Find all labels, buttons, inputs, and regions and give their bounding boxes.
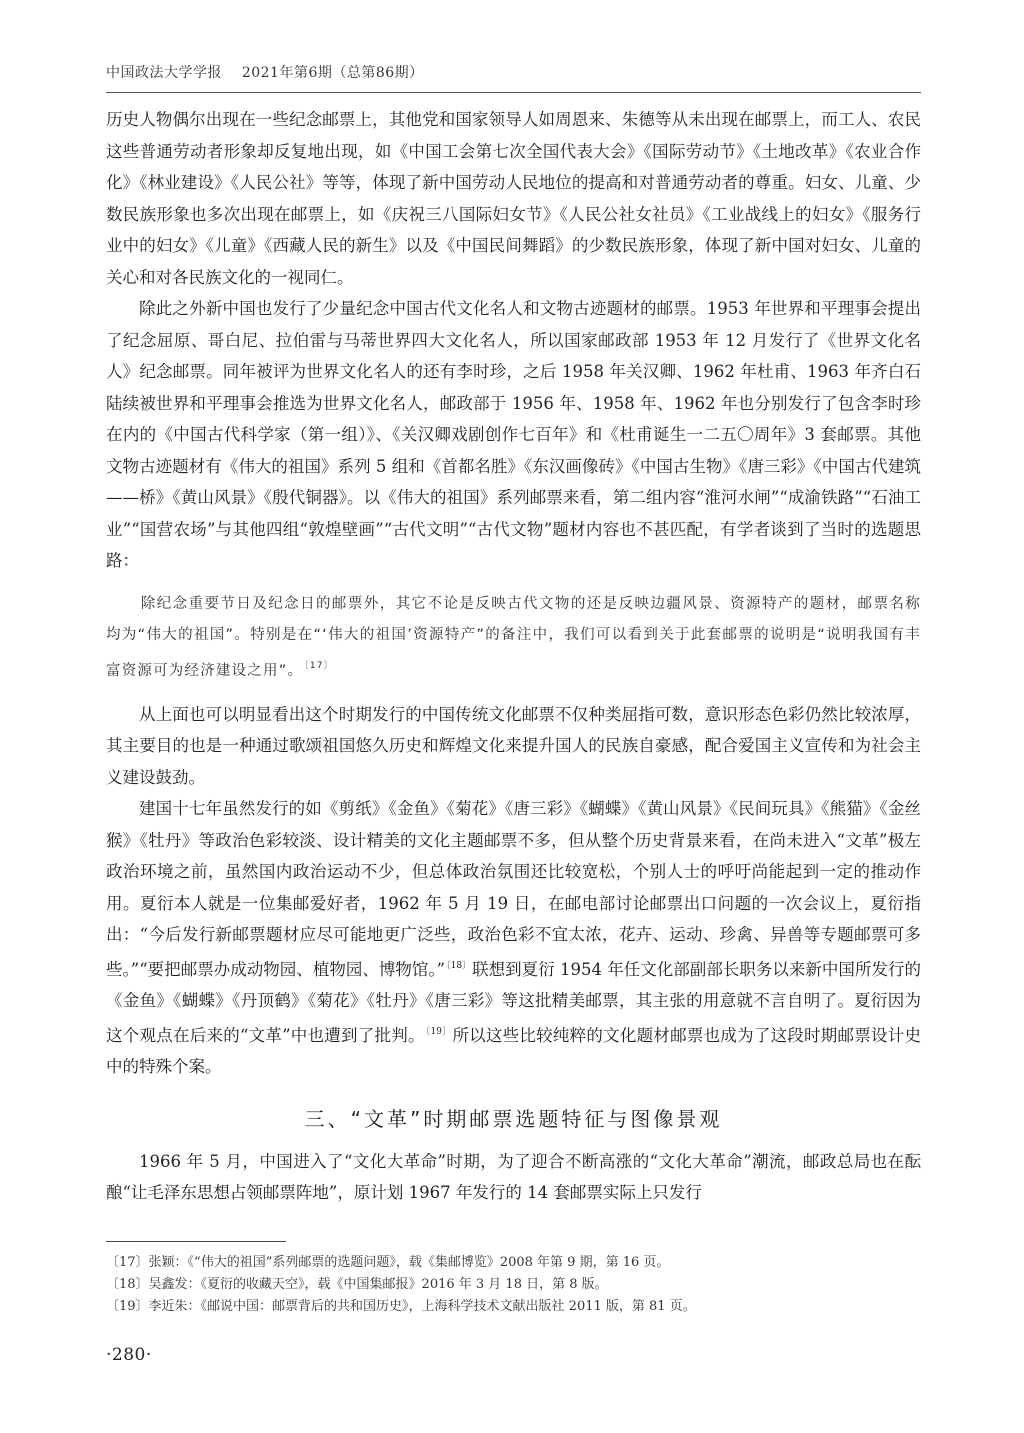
- paragraph-4-part-c: 所以这些比较纯粹的文化题材邮票也成为了这段时期邮票设计史中的特殊个案。: [106, 1025, 922, 1076]
- citation-19: 〔19〕: [425, 1026, 452, 1037]
- block-quote: [106, 589, 921, 687]
- issue-info: 2021年第6期（总第86期）: [241, 65, 424, 81]
- running-header: [106, 62, 921, 93]
- page-number: ·280·: [106, 1345, 152, 1365]
- footnote-18: 〔18〕吴鑫发：《夏衍的收藏天空》，载《中国集邮报》2016 年 3 月 18 日，第 8 版。: [106, 1277, 608, 1292]
- paragraph-4: [106, 793, 921, 1083]
- section-heading: 三、“文革”时期邮票选题特征与图像景观: [304, 1106, 723, 1131]
- block-quote-text: 除纪念重要节日及纪念日的邮票外，其它不论是反映古代文物的还是反映边疆风景、资源特产的题材，邮票名称均为“伟大的祖国”。特别是在“‘伟大的祖国’资源特产”的备注中，我们可以看到关于此套邮票的说明是“说明我国有丰富资源可为经济建设之用”。: [106, 595, 921, 679]
- article-body: [106, 104, 921, 1209]
- paragraph-1: 历史人物偶尔出现在一些纪念邮票上，其他党和国家领导人如周恩来、朱德等从未出现在邮票上，而工人、农民这些普通劳动者形象却反复地出现，如《中国工会第七次全国代表大会》《国际劳动节》《土地改革》《农业合作化》《林业建设》《人民公社》等等，体现了新中国劳动人民地位的提高和对普通劳动者的尊重。妇女、儿童、少数民族形象也多次出现在邮票上，如《庆祝三八国际妇女节》《人民公社女社员》《工业战线上的妇女》《服务行业中的妇女》《儿童》《西藏人民的新生》以及《中国民间舞蹈》的少数民族形象，体现了新中国对妇女、儿童的关心和对各民族文化的一视同仁。: [106, 110, 921, 287]
- paragraph-2: 除此之外新中国也发行了少量纪念中国古代文化名人和文物古迹题材的邮票。1953 年世界和平理事会提出了纪念屈原、哥白尼、拉伯雷与马蒂世界四大文化名人，所以国家邮政部 1953 年 12 月发行了《世界文化名人》纪念邮票。同年被评为世界文化名人的还有李时珍，之后 1958 年关汉卿、1962 年杜甫、1963 年齐白石陆续被世界和平理事会推选为世界文化名人，邮政部于 1956 年、1958 年、1962 年也分别发行了包含李时珍在内的《中国古代科学家（第一组）》、《关汉卿戏剧创作七百年》和《杜甫诞生一二五〇周年》3 套邮票。其他文物古迹题材有《伟大的祖国》系列 5 组和《首都名胜》《东汉画像砖》《中国古生物》《唐三彩》《中国古代建筑——桥》《黄山风景》《殷代铜器》。以《伟大的祖国》系列邮票来看，第二组内容“淮河水闸”“成渝铁路”“石油工业”“国营农场”与其他四组“敦煌壁画”“古代文明”“古代文物”题材内容也不甚匹配，有学者谈到了当时的选题思路：: [106, 299, 921, 570]
- citation-18: 〔18〕: [446, 960, 472, 971]
- paragraph-3: 从上面也可以明显看出这个时期发行的中国传统文化邮票不仅种类屈指可数，意识形态色彩仍然比较浓厚，其主要目的也是一种通过歌颂祖国悠久历史和辉煌文化来提升国人的民族自豪感，配合爱国主义宣传和为社会主义建设鼓劲。: [106, 704, 921, 787]
- paragraph-4-part-a: 建国十七年虽然发行的如《剪纸》《金鱼》《菊花》《唐三彩》《蝴蝶》《黄山风景》《民间玩具》《熊猫》《金丝猴》《牡丹》等政治色彩较淡、设计精美的文化主题邮票不多，但从整个历史背景来看，在尚未进入“文革”极左政治环境之前，虽然国内政治运动不少，但总体政治氛围还比较宽松，个别人士的呼吁尚能起到一定的推动作用。夏衍本人就是一位集邮爱好者，1962 年 5 月 19 日，在邮电部讨论邮票出口问题的一次会议上，夏衍指出：“今后发行新邮票题材应尽可能地更广泛些，政治色彩不宜太浓，花卉、运动、珍禽、异兽等专题邮票可多些。”“要把邮票办成动物园、植物园、博物馆。”: [106, 799, 921, 979]
- footnote-divider: [106, 1241, 286, 1242]
- paragraph-4-part-b: 联想到夏衍 1954 年任文化部副部长职务以来新中国所发行的《金鱼》《蝴蝶》《丹顶鹤》《菊花》《牡丹》《唐三彩》等这批精美邮票，其主张的用意就不言自明了。夏衍因为这个观点在后来的“文革”中也遭到了批判。: [106, 959, 921, 1045]
- paragraph-5: 1966 年 5 月，中国进入了“文化大革命”时期，为了迎合不断高涨的“文化大革命”潮流，邮政总局也在酝酿“让毛泽东思想占领邮票阵地”，原计划 1967 年发行的 14 套邮票实际上只发行: [106, 1151, 921, 1202]
- footnotes: [106, 1252, 921, 1318]
- citation-17: 〔17〕: [304, 660, 334, 671]
- journal-name: 中国政法大学学报: [106, 65, 222, 81]
- footnote-17: 〔17〕张颖：《“伟大的祖国”系列邮票的选题问题》，载《集邮博览》2008 年第 9 期，第 16 页。: [106, 1255, 670, 1270]
- footnote-19: 〔19〕李近朱：《邮说中国：邮票背后的共和国历史》，上海科学技术文献出版社 2011 版，第 81 页。: [106, 1299, 696, 1314]
